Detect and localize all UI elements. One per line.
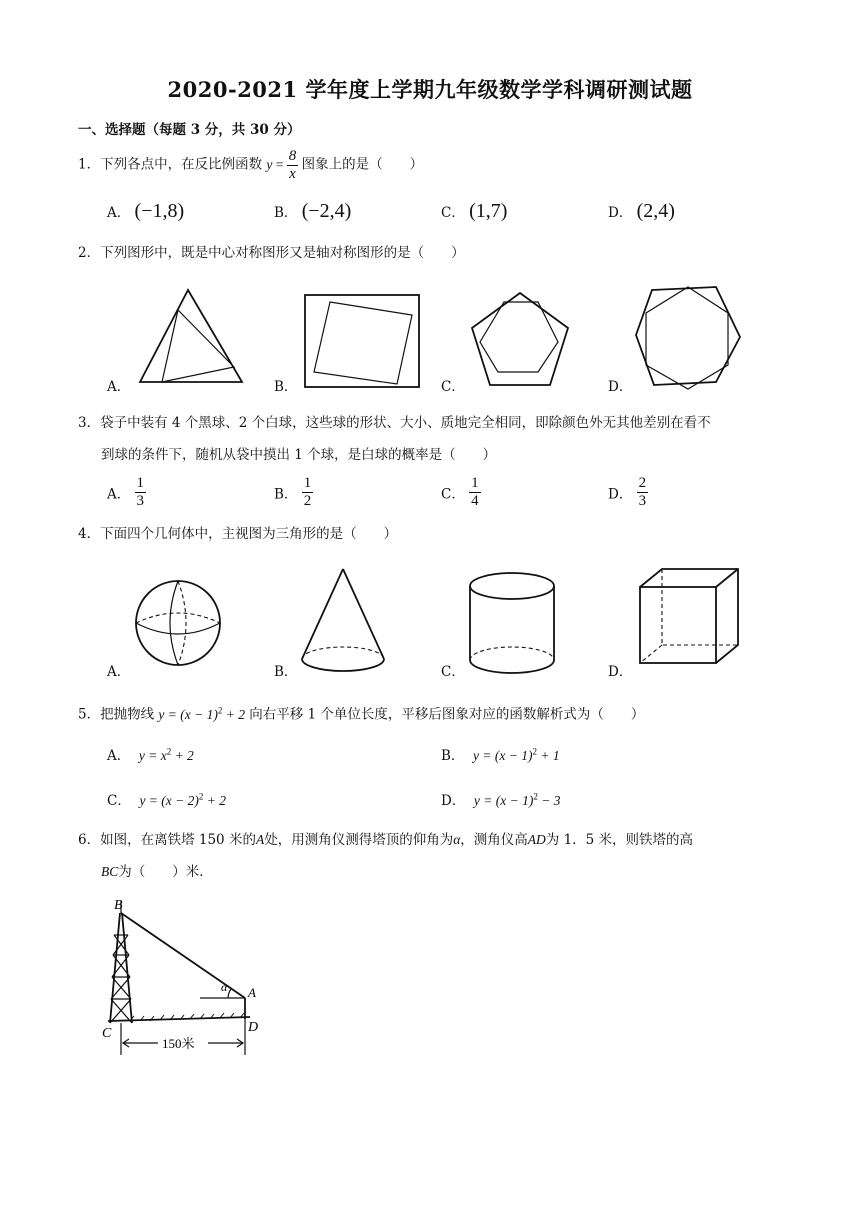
q5-function <box>158 707 245 722</box>
option-label: C． <box>441 486 465 503</box>
q5-func-tail: + 2 <box>222 706 245 722</box>
expr-exp: 2 <box>198 791 204 802</box>
q6-text: 6．如图，在离铁塔 150 米的 <box>78 832 256 848</box>
frac-den: 2 <box>303 493 312 509</box>
q2-label-d[interactable]: D． <box>608 379 633 395</box>
q6-figure-tower <box>100 895 290 1065</box>
q6-label-c: C <box>102 1026 112 1041</box>
option-value: (−2,4) <box>301 200 352 222</box>
q1-stem-text: 1．下列各点中，在反比例函数 <box>78 156 263 173</box>
q3-option-b[interactable] <box>274 475 313 510</box>
option-value: (−1,8) <box>134 200 185 222</box>
q1-func-y: y <box>266 156 273 172</box>
option-label: C． <box>441 205 465 221</box>
q6-segment-bc: BC <box>101 864 119 879</box>
q6-distance-label: 150米 <box>162 1036 195 1051</box>
section-heading: 一、选择题（每题 3 分，共 30 分） <box>78 122 301 138</box>
q3-option-d[interactable] <box>608 475 648 510</box>
q5-option-d[interactable] <box>441 789 561 809</box>
q6-label-b: B <box>114 898 123 913</box>
paper-title: 2020-2021 学年度上学期九年级数学学科调研测试题 <box>167 77 693 102</box>
expr-exp: 2 <box>533 791 538 802</box>
frac-num: 1 <box>303 475 312 491</box>
q6-text: ，测角仪高 <box>460 832 528 848</box>
question-6-stem-line1 <box>78 830 693 850</box>
expr-base: y = x <box>138 748 167 763</box>
q5-func: y = (x − 1) <box>158 706 218 722</box>
expr-tail: − 3 <box>537 793 561 808</box>
option-label: C． <box>107 793 131 809</box>
question-4-stem: 4．下面四个几何体中，主视图为三角形的是（ ） <box>78 526 398 542</box>
frac-num: 1 <box>471 475 479 491</box>
frac-den: 3 <box>136 493 145 509</box>
option-expr <box>474 793 561 808</box>
q5-option-b[interactable] <box>441 744 560 764</box>
expr-base: y = (x − 2) <box>139 793 199 808</box>
option-expr <box>139 748 194 763</box>
q4-figure-a-sphere <box>132 575 232 675</box>
option-label: B． <box>274 486 298 503</box>
q2-label-c[interactable]: C． <box>441 379 465 395</box>
expr-exp: 2 <box>532 746 537 757</box>
q1-option-d[interactable] <box>608 200 675 223</box>
q4-label-b[interactable]: B． <box>274 664 298 680</box>
question-1-stem <box>78 148 423 183</box>
option-value: (1,7) <box>469 200 508 222</box>
option-fraction <box>302 475 314 510</box>
option-label: D． <box>441 793 466 809</box>
q2-figure-b-square <box>300 290 425 390</box>
q5-option-a[interactable] <box>107 744 194 764</box>
expr-base: y = (x − 1) <box>473 793 534 808</box>
q2-label-a[interactable]: A． <box>107 379 131 395</box>
option-expr <box>139 793 226 808</box>
frac-den: 3 <box>638 493 647 509</box>
option-fraction <box>469 475 481 510</box>
q1-func-eq: = <box>275 156 284 172</box>
expr-base: y = (x − 1) <box>473 748 533 763</box>
question-3-stem-line1: 3．袋子中装有 4 个黑球、2 个白球，这些球的形状、大小、质地完全相同，即除颜色外无其他差别在看不 <box>78 415 711 431</box>
q4-figure-b-cone <box>298 565 388 680</box>
expr-tail: + 1 <box>536 748 560 763</box>
question-3-stem-line2: 到球的条件下，随机从袋中摸出 1 个球，是白球的概率是（ ） <box>101 447 497 463</box>
frac-num: 2 <box>638 475 647 491</box>
q6-label-alpha: α <box>221 980 228 994</box>
question-5-stem <box>78 700 644 725</box>
frac-den: 4 <box>471 493 479 509</box>
q1-function <box>266 148 301 182</box>
q1-frac-num: 8 <box>288 148 297 164</box>
option-label: A． <box>107 748 131 764</box>
question-6-stem-line2 <box>101 862 213 882</box>
option-label: D． <box>608 205 633 221</box>
option-label: A． <box>107 205 131 221</box>
q6-point-a: A <box>255 832 265 847</box>
q1-option-c[interactable] <box>441 200 507 223</box>
option-label: A． <box>107 486 131 503</box>
expr-tail: + 2 <box>171 748 194 763</box>
q6-text: 为（ ）米． <box>118 864 213 880</box>
option-fraction <box>637 475 649 510</box>
q1-option-a[interactable] <box>107 200 184 223</box>
option-fraction <box>135 475 147 510</box>
q5-func-exp: 2 <box>217 705 223 715</box>
q4-label-c[interactable]: C． <box>441 664 465 680</box>
expr-exp: 2 <box>166 746 172 757</box>
q4-figure-d-cube <box>636 565 746 675</box>
q1-stem-text-tail: 图象上的是（ ） <box>301 156 424 173</box>
q2-figure-c-pentagon-star <box>468 290 573 390</box>
q6-text: 为 1．5 米，则铁塔的高 <box>545 832 694 848</box>
expr-tail: + 2 <box>203 793 227 808</box>
q6-segment-ad: AD <box>527 832 546 847</box>
q6-label-d: D <box>248 1020 259 1035</box>
q5-option-c[interactable] <box>107 789 226 809</box>
q5-stem-text: 5．把抛物线 <box>78 706 155 723</box>
frac-num: 1 <box>136 475 145 491</box>
option-expr <box>473 748 560 763</box>
q6-alpha: α <box>453 832 461 847</box>
q2-label-b[interactable]: B． <box>274 379 298 395</box>
option-label: B． <box>274 205 298 221</box>
option-value: (2,4) <box>636 200 675 222</box>
q5-stem-text-tail: 向右平移 1 个单位长度，平移后图象对应的函数解析式为（ ） <box>249 706 645 723</box>
q2-figure-a-triangle <box>130 285 250 390</box>
option-label: B． <box>441 748 465 764</box>
q4-label-a[interactable]: A． <box>107 664 131 680</box>
q3-option-c[interactable] <box>441 475 481 510</box>
q2-figure-d-hexagon-star <box>632 285 744 390</box>
option-label: D． <box>608 486 633 503</box>
q6-label-a: A <box>248 985 256 1000</box>
question-2-stem: 2．下列图形中，既是中心对称图形又是轴对称图形的是（ ） <box>78 245 465 261</box>
q1-fraction <box>287 148 299 183</box>
q6-text: 处，用测角仪测得塔顶的仰角为 <box>264 832 454 848</box>
q4-label-d[interactable]: D． <box>608 664 633 680</box>
q1-frac-den: x <box>289 166 296 182</box>
q3-option-a[interactable] <box>107 475 146 510</box>
q4-figure-c-cylinder <box>466 568 561 680</box>
q1-option-b[interactable] <box>274 200 351 223</box>
